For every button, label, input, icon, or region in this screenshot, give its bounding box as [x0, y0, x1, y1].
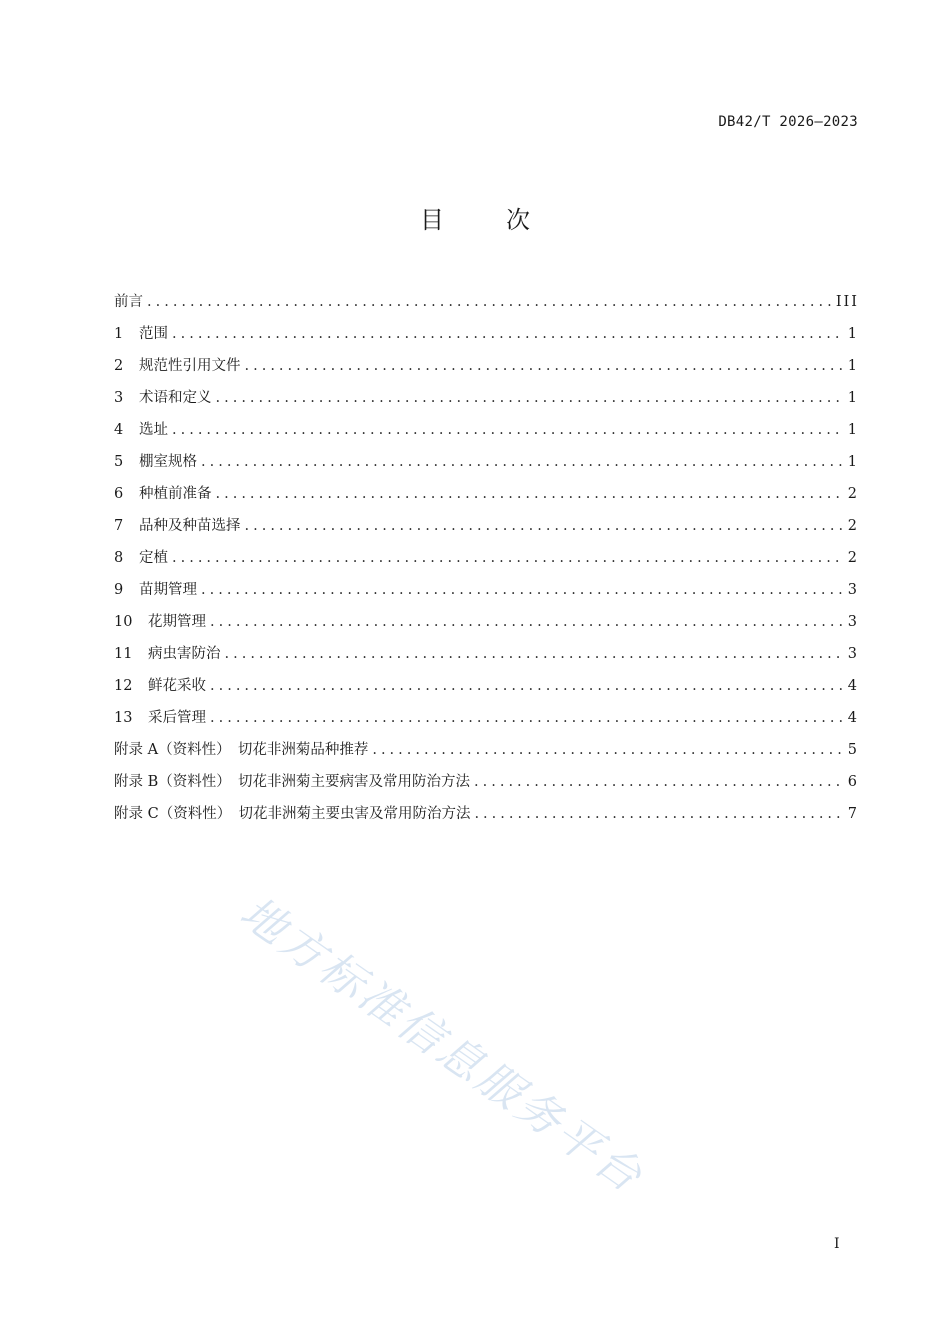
watermark: 地方标准信息服务平台 [230, 886, 654, 1204]
toc-leader [147, 294, 832, 310]
toc-label: 花期管理 [148, 614, 206, 630]
page-number: I [834, 1236, 840, 1252]
toc-number: 4 [114, 422, 124, 438]
toc-label: 术语和定义 [139, 390, 212, 406]
title-char-1: 目 [420, 206, 444, 234]
toc-leader [372, 742, 843, 758]
toc-page: 6 [847, 774, 859, 790]
toc-entry[interactable] [114, 354, 859, 386]
toc-leader [172, 550, 844, 566]
toc-entry[interactable] [114, 450, 859, 482]
toc-page: 2 [847, 486, 859, 502]
toc-entry[interactable] [114, 578, 859, 610]
toc-leader [474, 806, 843, 822]
toc-page: 1 [847, 422, 859, 438]
toc-label: 苗期管理 [139, 582, 197, 598]
toc-entry[interactable] [114, 546, 859, 578]
toc-leader [210, 678, 844, 694]
toc-page: 2 [847, 518, 859, 534]
toc-leader [172, 326, 844, 342]
toc-leader [216, 486, 844, 502]
toc-number: 3 [114, 390, 124, 406]
toc-number: 2 [114, 358, 124, 374]
toc-number: 9 [114, 582, 124, 598]
toc-label: 选址 [139, 422, 168, 438]
toc-entry[interactable] [114, 386, 859, 418]
toc-number: 12 [114, 678, 133, 694]
toc-label: 病虫害防治 [148, 646, 221, 662]
toc-entry[interactable] [114, 674, 859, 706]
toc-page: 1 [847, 454, 859, 470]
toc-number: 10 [114, 614, 133, 630]
toc-page: III [835, 294, 859, 310]
toc-leader [210, 710, 844, 726]
toc-label: 采后管理 [148, 710, 206, 726]
toc-entry[interactable] [114, 322, 859, 354]
toc-leader [245, 518, 844, 534]
toc-label: 规范性引用文件 [139, 358, 241, 374]
toc-page: 1 [847, 358, 859, 374]
toc-label: 附录 C（资料性） 切花非洲菊主要虫害及常用防治方法 [114, 806, 471, 822]
toc-entry-foreword[interactable] [114, 290, 859, 322]
toc-page: 1 [847, 390, 859, 406]
toc-entry[interactable] [114, 418, 859, 450]
toc-leader [216, 390, 844, 406]
toc-entry-appendix-b[interactable] [114, 770, 859, 802]
toc-entry[interactable] [114, 642, 859, 674]
toc-leader [210, 614, 844, 630]
toc-entry-appendix-a[interactable] [114, 738, 859, 770]
toc-leader [201, 582, 844, 598]
toc-page: 4 [847, 710, 859, 726]
toc-entry[interactable] [114, 706, 859, 738]
toc-page: 2 [847, 550, 859, 566]
toc-page: 3 [847, 614, 859, 630]
toc-number: 11 [114, 646, 133, 662]
toc-label: 鲜花采收 [148, 678, 206, 694]
toc-entry[interactable] [114, 610, 859, 642]
table-of-contents [114, 290, 859, 834]
toc-page: 5 [847, 742, 859, 758]
toc-label: 附录 A（资料性） 切花非洲菊品种推荐 [114, 742, 369, 758]
toc-label: 定植 [139, 550, 168, 566]
toc-label: 品种及种苗选择 [139, 518, 241, 534]
toc-number: 1 [114, 326, 124, 342]
toc-number: 8 [114, 550, 124, 566]
toc-entry[interactable] [114, 482, 859, 514]
toc-leader [172, 422, 844, 438]
toc-number: 5 [114, 454, 124, 470]
toc-label: 种植前准备 [139, 486, 212, 502]
toc-number: 13 [114, 710, 133, 726]
toc-label: 前言 [114, 294, 143, 310]
toc-leader [201, 454, 844, 470]
toc-entry[interactable] [114, 514, 859, 546]
page-title [0, 200, 950, 235]
toc-entry-appendix-c[interactable] [114, 802, 859, 834]
toc-page: 3 [847, 646, 859, 662]
toc-page: 3 [847, 582, 859, 598]
toc-label: 范围 [139, 326, 168, 342]
toc-page: 7 [847, 806, 859, 822]
toc-page: 1 [847, 326, 859, 342]
standard-code: DB42/T 2026—2023 [718, 114, 858, 130]
toc-number: 6 [114, 486, 124, 502]
toc-leader [474, 774, 844, 790]
toc-page: 4 [847, 678, 859, 694]
toc-label: 棚室规格 [139, 454, 197, 470]
toc-leader [245, 358, 844, 374]
toc-leader [225, 646, 844, 662]
toc-number: 7 [114, 518, 124, 534]
toc-label: 附录 B（资料性） 切花非洲菊主要病害及常用防治方法 [114, 774, 471, 790]
title-char-2: 次 [506, 206, 530, 234]
